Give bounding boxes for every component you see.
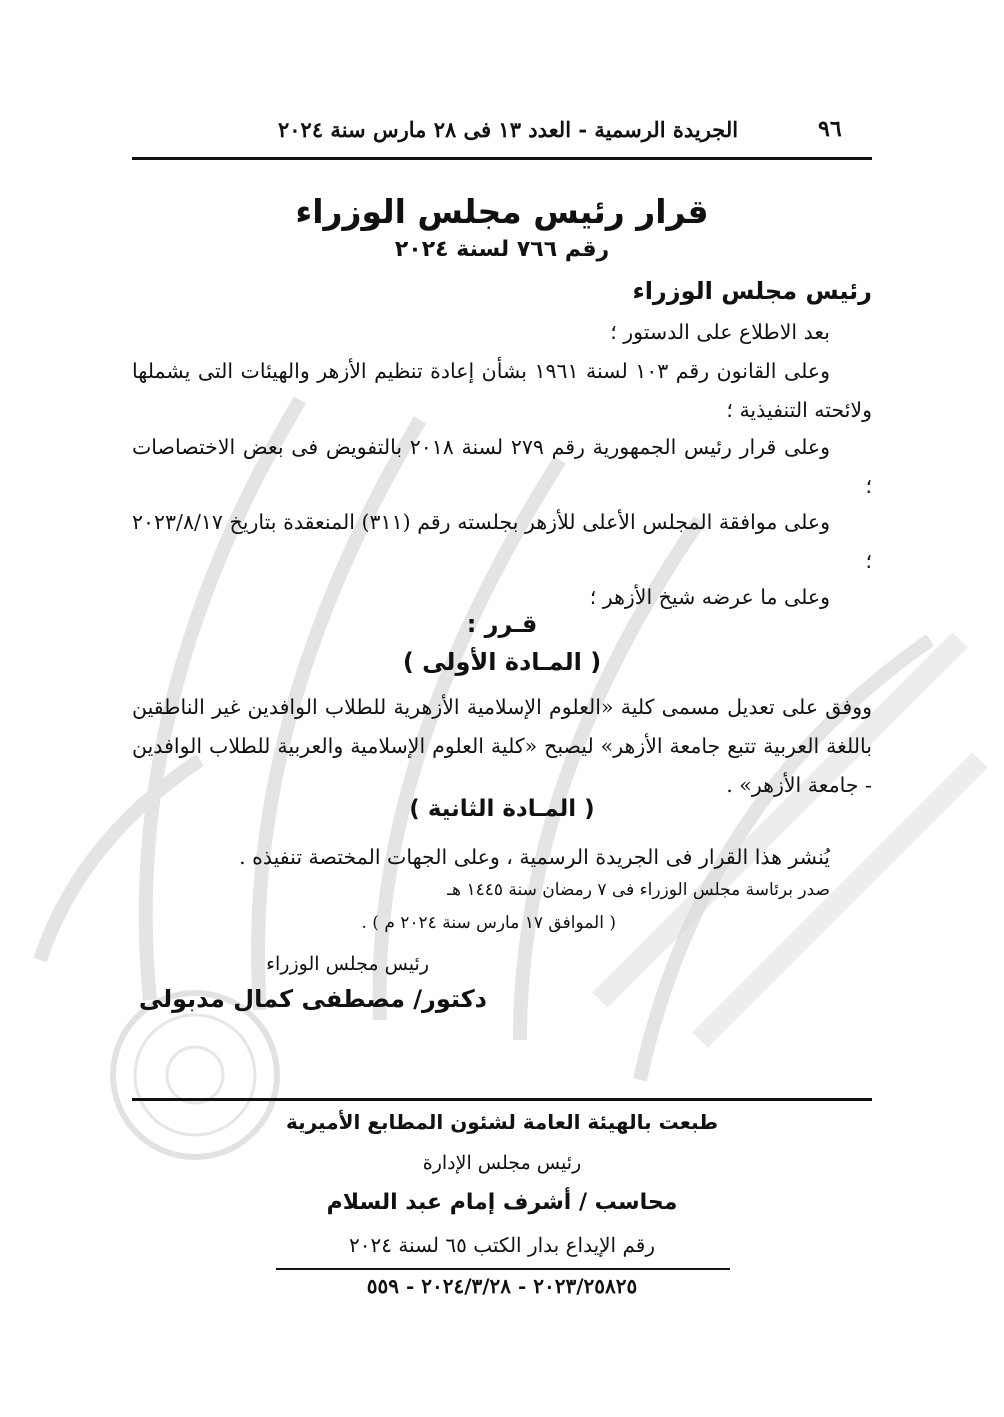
footer-divider (132, 1098, 872, 1101)
footer-short-divider (276, 1268, 730, 1270)
article-heading: ( المـادة الثانية ) (409, 796, 595, 822)
header-divider (132, 157, 872, 160)
preamble-line: وعلى ما عرضه شيخ الأزهر ؛ (589, 585, 830, 609)
chair-name: محاسب / أشرف إمام عبد السلام (326, 1190, 678, 1215)
article-text: ووفق على تعديل مسمى كلية «العلوم الإسلامية الأزهرية للطلاب الوافدين غير الناطقين باللغة العربية تتبع جامعة الأزهر» ليصبح «كلية العلوم الإسلامية والعربية للطلاب الوافدين - جامعة الأزهر» . (132, 695, 873, 797)
gazette-header-title: الجريدة الرسمية - العدد ١٣ فى ٢٨ مارس سنة ٢٠٢٤ (278, 117, 739, 142)
signature-name: دكتور/ مصطفى كمال مدبولى (138, 985, 487, 1013)
footer-codes: ٢٠٢٣/٢٥٨٢٥ - ٢٠٢٤/٣/٢٨ - ٥٥٩ (366, 1274, 638, 1298)
decree-issuer: رئيس مجلس الوزراء (632, 277, 872, 305)
article-text: يُنشر هذا القرار فى الجريدة الرسمية ، وعلى الجهات المختصة تنفيذه . (239, 845, 830, 869)
preamble-line: وعلى موافقة المجلس الأعلى للأزهر بجلسته رقم (٣١١) المنعقدة بتاريخ ٢٠٢٣/٨/١٧ ؛ (132, 510, 872, 573)
deposit-number: رقم الإيداع بدار الكتب ٦٥ لسنة ٢٠٢٤ (349, 1233, 655, 1257)
page-number: ٩٦ (818, 116, 842, 142)
preamble-line: وعلى قرار رئيس الجمهورية رقم ٢٧٩ لسنة ٢٠١٨ بالتفويض فى بعض الاختصاصات ؛ (132, 435, 872, 498)
decree-number: رقم ٧٦٦ لسنة ٢٠٢٤ (394, 237, 610, 262)
issued-date-gregorian: ( الموافق ١٧ مارس سنة ٢٠٢٤ م ) . (361, 913, 616, 933)
article-heading: ( المـادة الأولى ) (402, 648, 602, 676)
signature-role: رئيس مجلس الوزراء (266, 953, 429, 975)
decided-label: قـرر : (466, 610, 538, 638)
preamble-line: بعد الاطلاع على الدستور ؛ (610, 320, 830, 344)
printer-name: طبعت بالهيئة العامة لشئون المطابع الأميرية (285, 1110, 719, 1134)
issued-date-hijri: صدر برئاسة مجلس الوزراء فى ٧ رمضان سنة ١٤٤٥ هـ (447, 880, 830, 900)
preamble-line: وعلى القانون رقم ١٠٣ لسنة ١٩٦١ بشأن إعادة تنظيم الأزهر والهيئات التى يشملها ولائحته التنفيذية ؛ (132, 359, 872, 422)
chair-role: رئيس مجلس الإدارة (422, 1152, 582, 1174)
decree-title: قرار رئيس مجلس الوزراء (295, 192, 709, 231)
